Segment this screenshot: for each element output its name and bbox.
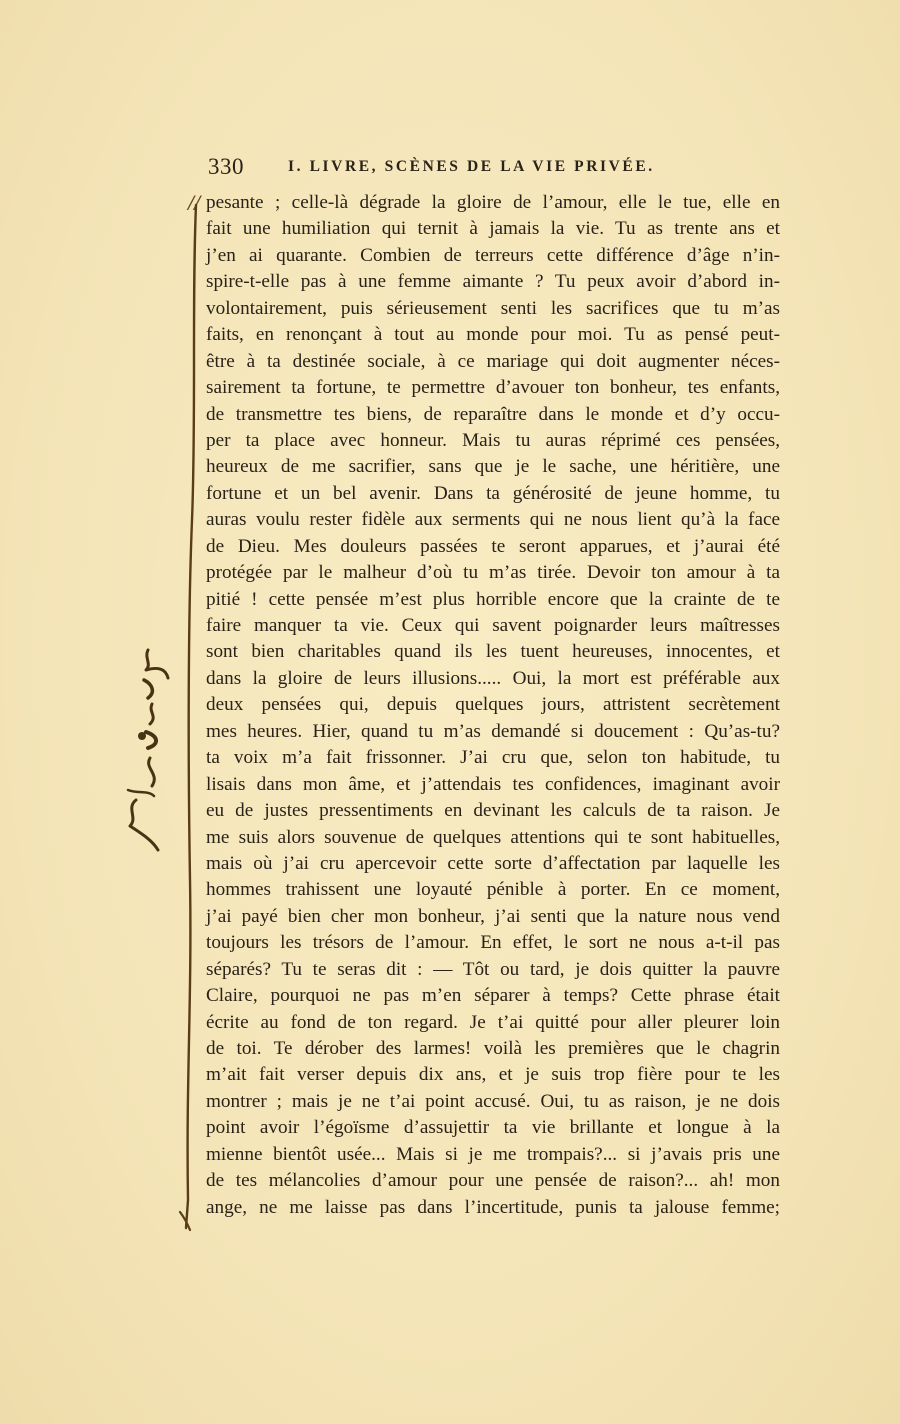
text-line: protégée par le malheur d’où tu m’as tirée. Devoir ton amour à ta bbox=[206, 562, 780, 584]
text-line: faits, en renonçant à tout au monde pour moi. Tu as pensé peut- bbox=[206, 324, 780, 346]
text-line: séparés? Tu te seras dit : — Tôt ou tard, je dois quitter la pauvre bbox=[206, 958, 780, 980]
text-line: écrite au fond de ton regard. Je t’ai quitté pour aller pleurer loin bbox=[206, 1011, 780, 1033]
text-line: volontairement, puis sérieusement senti les sacrifices que tu m’as bbox=[206, 297, 780, 319]
body-text bbox=[206, 190, 780, 1221]
text-line: hommes trahissent une loyauté pénible à porter. En ce moment, bbox=[206, 879, 780, 901]
text-line: de transmettre tes biens, de reparaître dans le monde et d’y occu- bbox=[206, 403, 780, 425]
text-line: pitié ! cette pensée m’est plus horrible encore que la crainte de te bbox=[206, 588, 780, 610]
text-line: Claire, pourquoi ne pas m’en séparer à temps? Cette phrase était bbox=[206, 985, 780, 1007]
text-line: fortune et un bel avenir. Dans ta générosité de jeune homme, tu bbox=[206, 482, 780, 504]
text-line: être à ta destinée sociale, à ce mariage qui doit augmenter néces- bbox=[206, 350, 780, 372]
text-line: me suis alors souvenue de quelques attentions qui te sont habituelles, bbox=[206, 826, 780, 848]
text-line: per ta place avec honneur. Mais tu auras réprimé ces pensées, bbox=[206, 429, 780, 451]
text-line: deux pensées qui, depuis quelques jours, attristent secrètement bbox=[206, 694, 780, 716]
text-line: auras voulu rester fidèle aux serments qui ne nous lient qu’à la face bbox=[206, 509, 780, 531]
text-line: pesante ; celle-là dégrade la gloire de l’amour, elle le tue, elle en bbox=[206, 192, 780, 213]
text-line: spire-t-elle pas à une femme aimante ? Tu peux avoir d’abord in- bbox=[206, 271, 780, 293]
text-line: m’ait fait verser depuis dix ans, et je suis trop fière pour te les bbox=[206, 1064, 780, 1086]
text-line: mes heures. Hier, quand tu m’as demandé si doucement : Qu’as-tu? bbox=[206, 720, 780, 742]
text-line: j’en ai quarante. Combien de terreurs cette différence d’âge n’in- bbox=[206, 244, 780, 266]
text-line: point avoir l’égoïsme d’assujettir ta vie brillante et longue à la bbox=[206, 1117, 780, 1139]
text-line: de Dieu. Mes douleurs passées te seront apparues, et j’aurai été bbox=[206, 535, 780, 557]
text-line: faire manquer ta vie. Ceux qui savent poignarder leurs maîtresses bbox=[206, 615, 780, 636]
text-line: ta voix m’a fait frissonner. J’ai cru que, selon ton habitude, tu bbox=[206, 747, 780, 769]
text-line: de toi. Te dérober des larmes! voilà les premières que le chagrin bbox=[206, 1038, 780, 1059]
text-line: eu de justes pressentiments en devinant les calculs de ta raison. Je bbox=[206, 800, 780, 822]
text-line: ange, ne me laisse pas dans l’incertitude, punis ta jalouse femme; bbox=[206, 1196, 780, 1218]
text-line: sont bien charitables quand ils les tuent heureuses, innocentes, et bbox=[206, 641, 780, 663]
running-head: I. LIVRE, SCÈNES DE LA VIE PRIVÉE. bbox=[288, 158, 655, 175]
margin-mark: // bbox=[188, 190, 201, 215]
text-line: fait une humiliation qui ternit à jamais la vie. Tu as trente ans et bbox=[206, 218, 780, 240]
text-line: mienne bientôt usée... Mais si je me trompais?... si j’avais pris une bbox=[206, 1143, 780, 1165]
text-line: toujours les trésors de l’amour. En effet, le sort ne nous a-t-il pas bbox=[206, 932, 780, 954]
page-number: 330 bbox=[208, 154, 244, 179]
text-line: sairement ta fortune, te permettre d’avouer ton bonheur, tes enfants, bbox=[206, 377, 780, 399]
text-line: mais où j’ai cru apercevoir cette sorte d’affectation par laquelle les bbox=[206, 852, 780, 874]
text-line: montrer ; mais je ne t’ai point accusé. Oui, tu as raison, je ne dois bbox=[206, 1090, 780, 1112]
text-line: de tes mélancolies d’amour pour une pensée de raison?... ah! mon bbox=[206, 1170, 780, 1192]
text-line: dans la gloire de leurs illusions..... Oui, la mort est préférable aux bbox=[206, 667, 780, 689]
text-line: j’ai payé bien cher mon bonheur, j’ai senti que la nature nous vend bbox=[206, 905, 780, 927]
handwritten-signature-icon bbox=[108, 640, 188, 870]
text-line: lisais dans mon âme, et j’attendais tes confidences, imaginant avoir bbox=[206, 773, 780, 795]
text-line: heureux de me sacrifier, sans que je le sache, une héritière, une bbox=[206, 456, 780, 478]
